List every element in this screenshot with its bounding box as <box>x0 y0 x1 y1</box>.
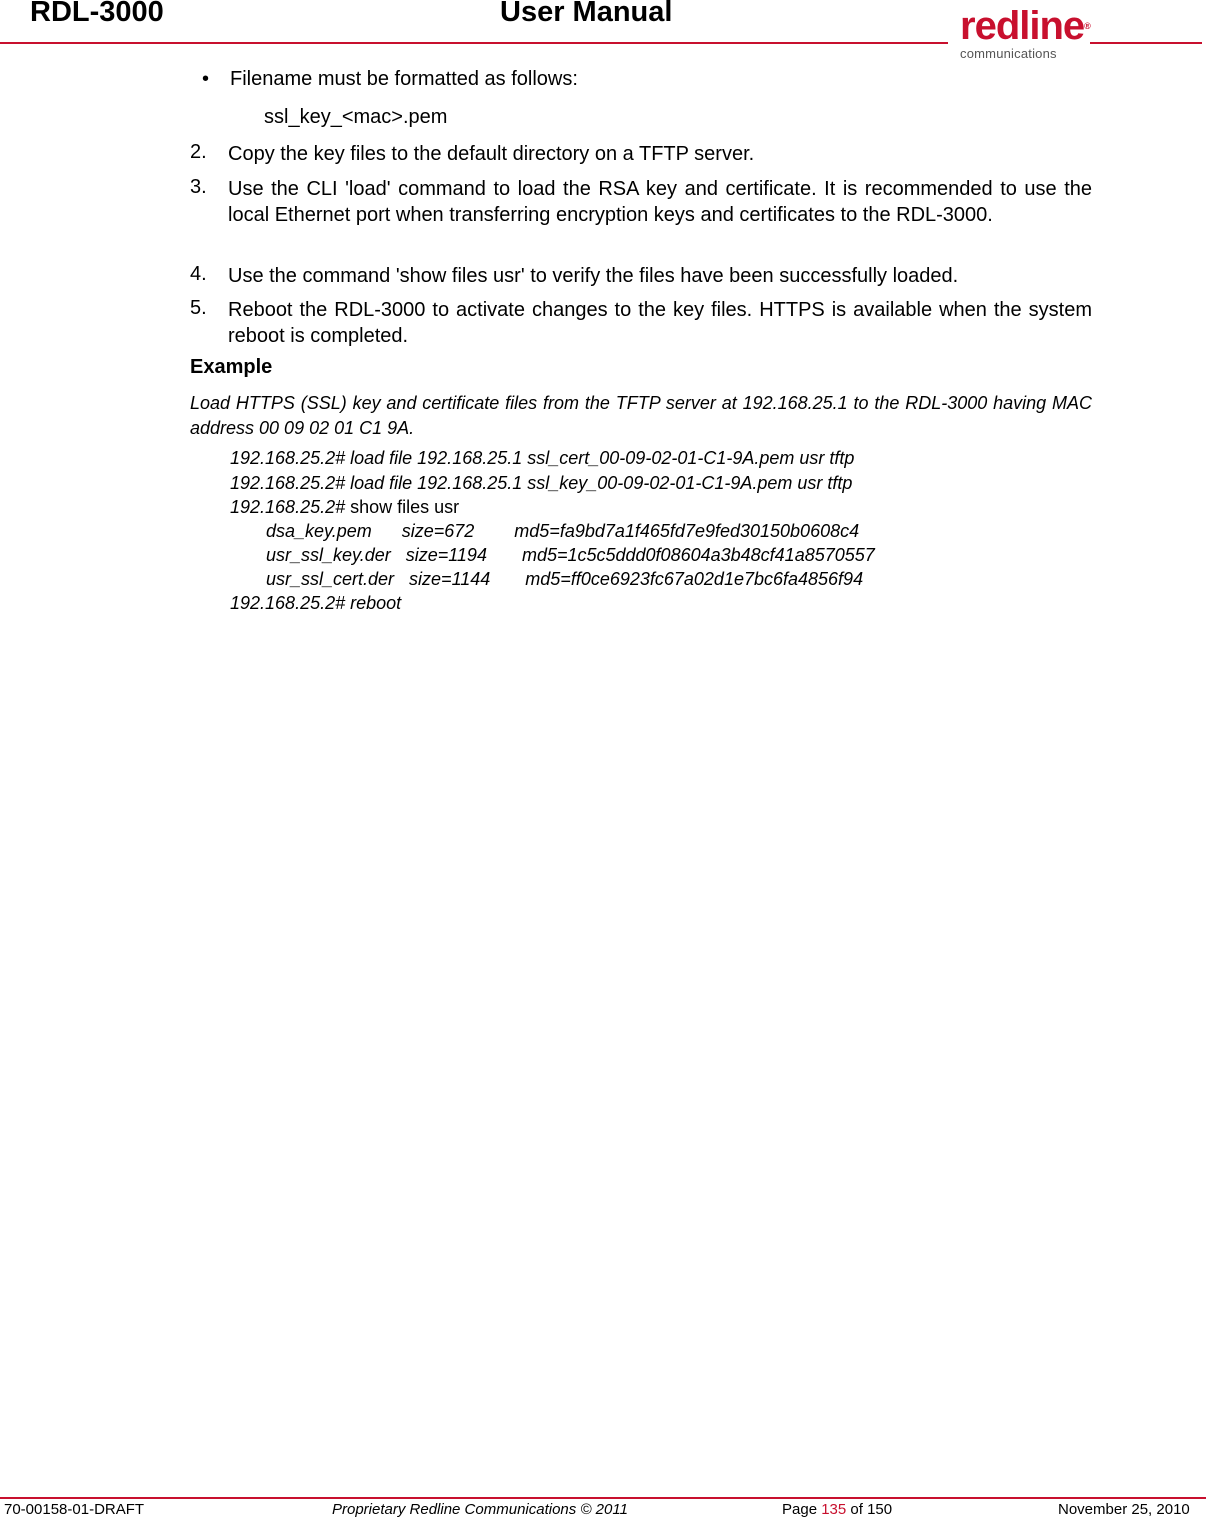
step-text: Use the command 'show files usr' to verify the files have been successfully loaded. <box>228 265 959 287</box>
step-number: 5. <box>190 297 207 319</box>
step-text: Reboot the RDL-3000 to activate changes to the key files. HTTPS is available when the system reboot is completed. <box>228 299 1092 347</box>
page-prefix: Page <box>782 1501 822 1518</box>
code-line: 192.168.25.2# reboot <box>230 593 402 613</box>
code-line: usr_ssl_cert.der size=1144 md5=ff0ce6923fc67a02d1e7bc6fa4856f94 <box>266 569 864 589</box>
bullet-text: Filename must be formatted as follows: <box>230 68 578 90</box>
publication-date: November 25, 2010 <box>1058 1501 1190 1518</box>
logo-subtitle: communications <box>960 46 1057 61</box>
code-prompt: 192.168.25.2# <box>230 497 346 517</box>
example-heading: Example <box>190 356 273 378</box>
code-line: dsa_key.pem size=672 md5=fa9bd7a1f465fd7e9fed30150b0608c4 <box>266 521 860 541</box>
list-item <box>202 68 578 91</box>
footer-rule <box>0 1497 1206 1499</box>
copyright-notice: Proprietary Redline Communications © 2011 <box>332 1501 628 1518</box>
document-id: 70-00158-01-DRAFT <box>4 1501 145 1518</box>
bullet-icon: • <box>202 68 210 90</box>
manual-title: User Manual <box>500 0 673 28</box>
code-line: usr_ssl_key.der size=1194 md5=1c5c5ddd0f08604a3b48cf41a8570557 <box>266 545 875 565</box>
step-text: Copy the key files to the default directory on a TFTP server. <box>228 143 755 165</box>
logo-word: redline <box>960 4 1085 48</box>
code-line: 192.168.25.2# load file 192.168.25.1 ssl_cert_00-09-02-01-C1-9A.pem usr tftp <box>230 448 855 468</box>
step-text: Use the CLI 'load' command to load the RSA key and certificate. It is recommended to use the local Ethernet port when transferring encryption keys and certificates to the RDL-3000. <box>228 178 1092 226</box>
step-number: 4. <box>190 263 207 285</box>
page-number <box>782 1501 892 1518</box>
code-line: 192.168.25.2# load file 192.168.25.1 ssl_key_00-09-02-01-C1-9A.pem usr tftp <box>230 473 853 493</box>
header-rule-right <box>1090 42 1202 44</box>
logo-registered-mark: ® <box>1084 21 1090 31</box>
step-number: 3. <box>190 176 207 198</box>
filename-format: ssl_key_<mac>.pem <box>264 106 448 128</box>
code-line <box>230 497 459 518</box>
header-rule <box>0 42 948 44</box>
step-number: 2. <box>190 141 207 163</box>
page-suffix: of 150 <box>846 1501 893 1518</box>
page-current: 135 <box>821 1501 847 1518</box>
example-description: Load HTTPS (SSL) key and certificate files from the TFTP server at 192.168.25.1 to the RDL-3000 having MAC address 00 09 02 01 C1 9A. <box>190 393 1092 438</box>
product-name: RDL-3000 <box>30 0 164 28</box>
code-command: show files usr <box>345 497 460 517</box>
redline-logo <box>960 4 1090 61</box>
